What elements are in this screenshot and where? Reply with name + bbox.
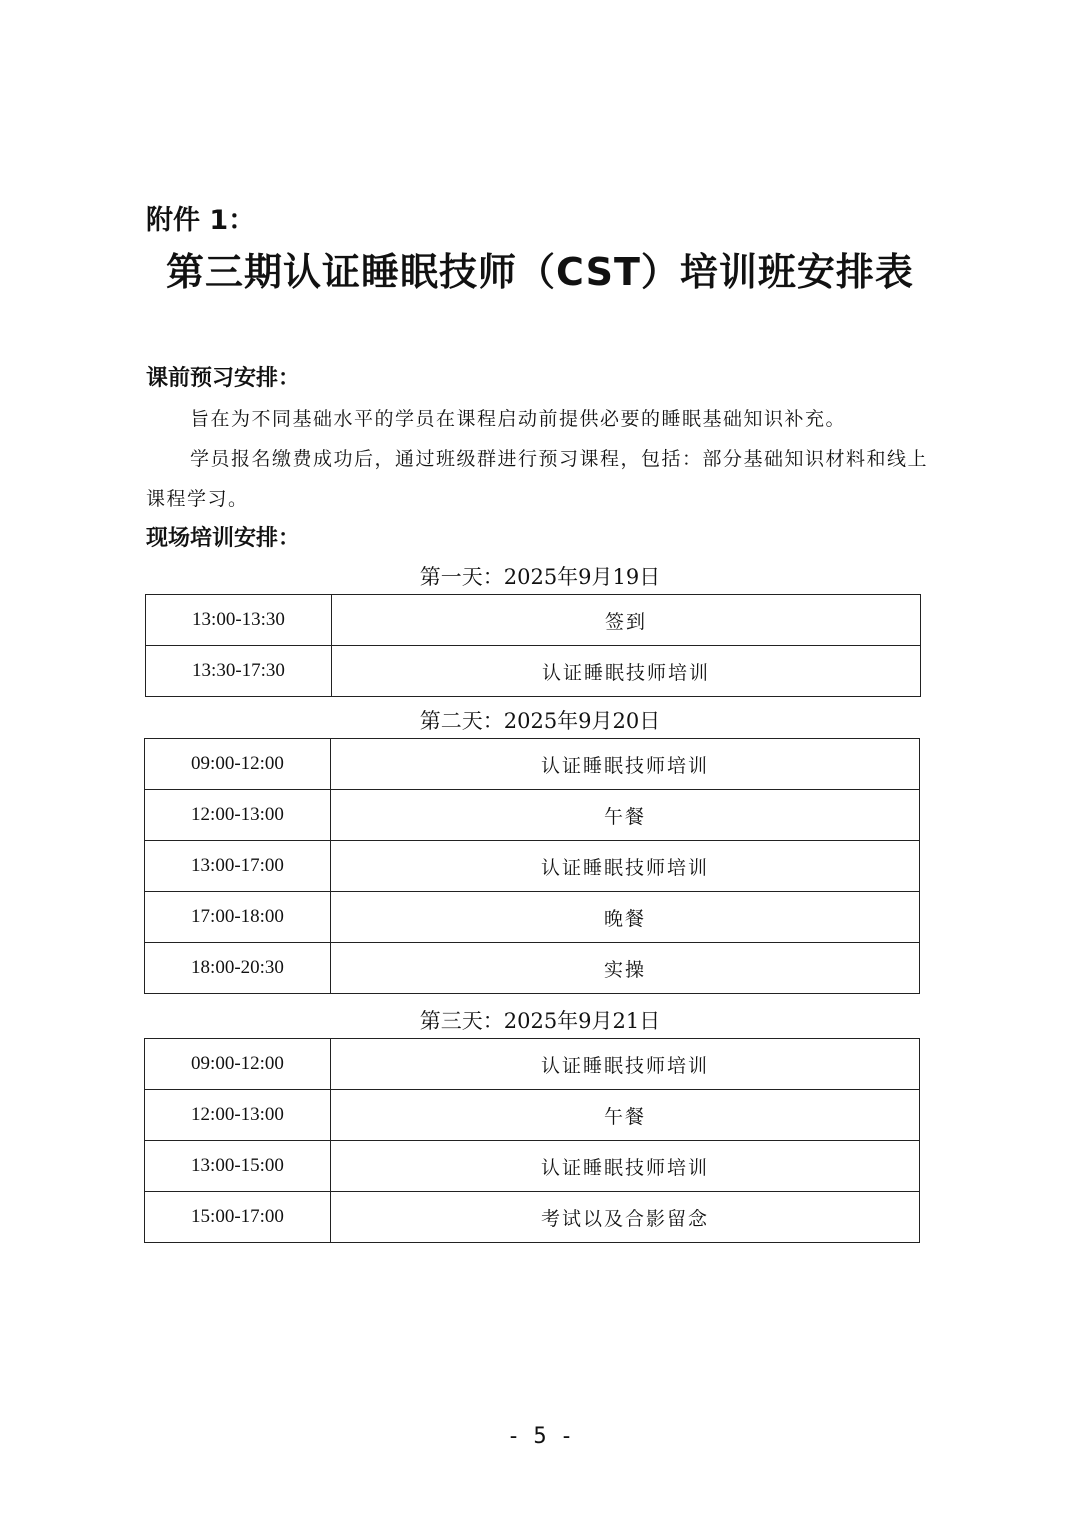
page-title: 第三期认证睡眠技师（CST）培训班安排表 (166, 250, 914, 294)
schedule-table-day-2 (144, 738, 920, 994)
time-cell: 18:00-20:30 (145, 943, 331, 994)
time-cell: 17:00-18:00 (145, 892, 331, 943)
activity-cell: 认证睡眠技师培训 (331, 739, 920, 790)
table-row (146, 595, 921, 646)
time-cell: 09:00-12:00 (145, 739, 331, 790)
day-caption-2: 第二天：2025年9月20日 (419, 709, 661, 733)
activity-cell: 签到 (332, 595, 921, 646)
onsite-heading: 现场培训安排： (146, 526, 301, 551)
attachment-label: 附件 1： (146, 205, 256, 236)
time-cell: 13:00-15:00 (145, 1141, 331, 1192)
activity-cell: 实操 (331, 943, 920, 994)
schedule-table-day-3 (144, 1038, 920, 1243)
time-cell: 13:30-17:30 (146, 646, 332, 697)
activity-cell: 午餐 (331, 790, 920, 841)
activity-cell: 认证睡眠技师培训 (331, 841, 920, 892)
time-cell: 12:00-13:00 (145, 1090, 331, 1141)
activity-cell: 认证睡眠技师培训 (331, 1039, 920, 1090)
table-row (145, 1192, 920, 1243)
table-row (145, 1090, 920, 1141)
time-cell: 13:00-13:30 (146, 595, 332, 646)
table-row (145, 739, 920, 790)
time-cell: 09:00-12:00 (145, 1039, 331, 1090)
schedule-table-day-1 (145, 594, 921, 697)
table-row (145, 1141, 920, 1192)
table-row (145, 790, 920, 841)
day-caption-1: 第一天：2025年9月19日 (419, 565, 661, 589)
activity-cell: 认证睡眠技师培训 (332, 646, 921, 697)
page-number: - 5 - (506, 1424, 574, 1449)
pre-course-heading: 课前预习安排： (146, 366, 301, 391)
pre-course-paragraph-2: 学员报名缴费成功后，通过班级群进行预习课程，包括：部分基础知识材料和线上课程学习。 (146, 448, 929, 510)
table-row (145, 1039, 920, 1090)
table-row (146, 646, 921, 697)
table-row (145, 841, 920, 892)
table-row (145, 892, 920, 943)
time-cell: 13:00-17:00 (145, 841, 331, 892)
pre-course-paragraph-1: 旨在为不同基础水平的学员在课程启动前提供必要的睡眠基础知识补充。 (190, 408, 847, 430)
table-row (145, 943, 920, 994)
activity-cell: 考试以及合影留念 (331, 1192, 920, 1243)
day-caption-3: 第三天：2025年9月21日 (419, 1009, 661, 1033)
time-cell: 12:00-13:00 (145, 790, 331, 841)
activity-cell: 认证睡眠技师培训 (331, 1141, 920, 1192)
activity-cell: 午餐 (331, 1090, 920, 1141)
time-cell: 15:00-17:00 (145, 1192, 331, 1243)
activity-cell: 晚餐 (331, 892, 920, 943)
